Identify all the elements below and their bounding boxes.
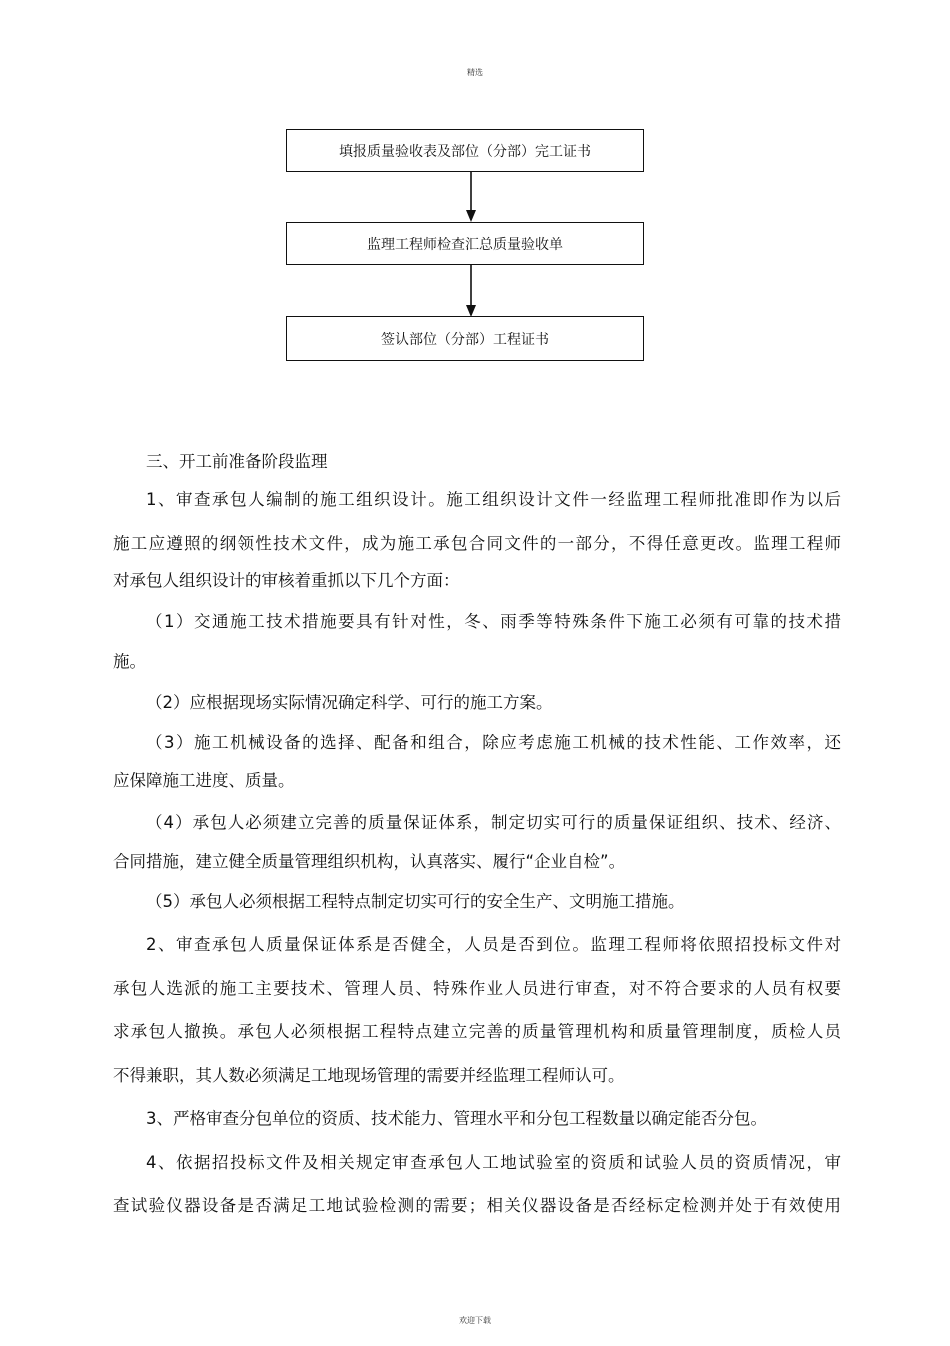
- paragraph-line: 2、审查承包人质量保证体系是否健全，人员是否到位。监理工程师将依照招投标文件对: [146, 935, 841, 954]
- paragraph-line: （3）施工机械设备的选择、配备和组合，除应考虑施工机械的技术性能、工作效率，还: [146, 733, 841, 752]
- paragraph-line: （2）应根据现场实际情况确定科学、可行的施工方案。: [146, 693, 553, 712]
- page-header: 精选: [467, 68, 483, 77]
- arrow-down-icon: [466, 265, 476, 317]
- paragraph-line: 求承包人撤换。承包人必须根据工程特点建立完善的质量管理机构和质量管理制度，质检人员: [113, 1022, 841, 1041]
- paragraph-line: 4、依据招投标文件及相关规定审查承包人工地试验室的资质和试验人员的资质情况，审: [146, 1153, 841, 1172]
- flow-step-3: 签认部位（分部）工程证书: [286, 316, 644, 361]
- paragraph-line: （1）交通施工技术措施要具有针对性，冬、雨季等特殊条件下施工必须有可靠的技术措: [146, 612, 841, 631]
- paragraph-line: 施工应遵照的纲领性技术文件，成为施工承包合同文件的一部分，不得任意更改。监理工程师: [113, 534, 841, 553]
- paragraph-line: 合同措施，建立健全质量管理组织机构，认真落实、履行“企业自检”。: [113, 852, 626, 871]
- paragraph-line: 3、严格审查分包单位的资质、技术能力、管理水平和分包工程数量以确定能否分包。: [146, 1109, 767, 1128]
- paragraph-line: 应保障施工进度、质量。: [113, 771, 295, 790]
- section-title: 三、开工前准备阶段监理: [146, 452, 328, 471]
- paragraph-line: 查试验仪器设备是否满足工地试验检测的需要；相关仪器设备是否经标定检测并处于有效使用: [113, 1196, 841, 1215]
- paragraph-line: 不得兼职，其人数必须满足工地现场管理的需要并经监理工程师认可。: [113, 1066, 625, 1085]
- paragraph-line: 对承包人组织设计的审核着重抓以下几个方面：: [113, 571, 460, 590]
- flow-step-1: 填报质量验收表及部位（分部）完工证书: [286, 129, 644, 172]
- paragraph-line: 施。: [113, 652, 146, 671]
- flow-step-2: 监理工程师检查汇总质量验收单: [286, 222, 644, 265]
- arrow-down-icon: [466, 172, 476, 222]
- page-footer: 欢迎下载: [459, 1316, 491, 1325]
- paragraph-line: （4）承包人必须建立完善的质量保证体系，制定切实可行的质量保证组织、技术、经济、: [146, 813, 841, 832]
- paragraph-line: 承包人选派的施工主要技术、管理人员、特殊作业人员进行审查，对不符合要求的人员有权要: [113, 979, 841, 998]
- paragraph-line: 1、审查承包人编制的施工组织设计。施工组织设计文件一经监理工程师批准即作为以后: [146, 490, 841, 509]
- paragraph-line: （5）承包人必须根据工程特点制定切实可行的安全生产、文明施工措施。: [146, 892, 685, 911]
